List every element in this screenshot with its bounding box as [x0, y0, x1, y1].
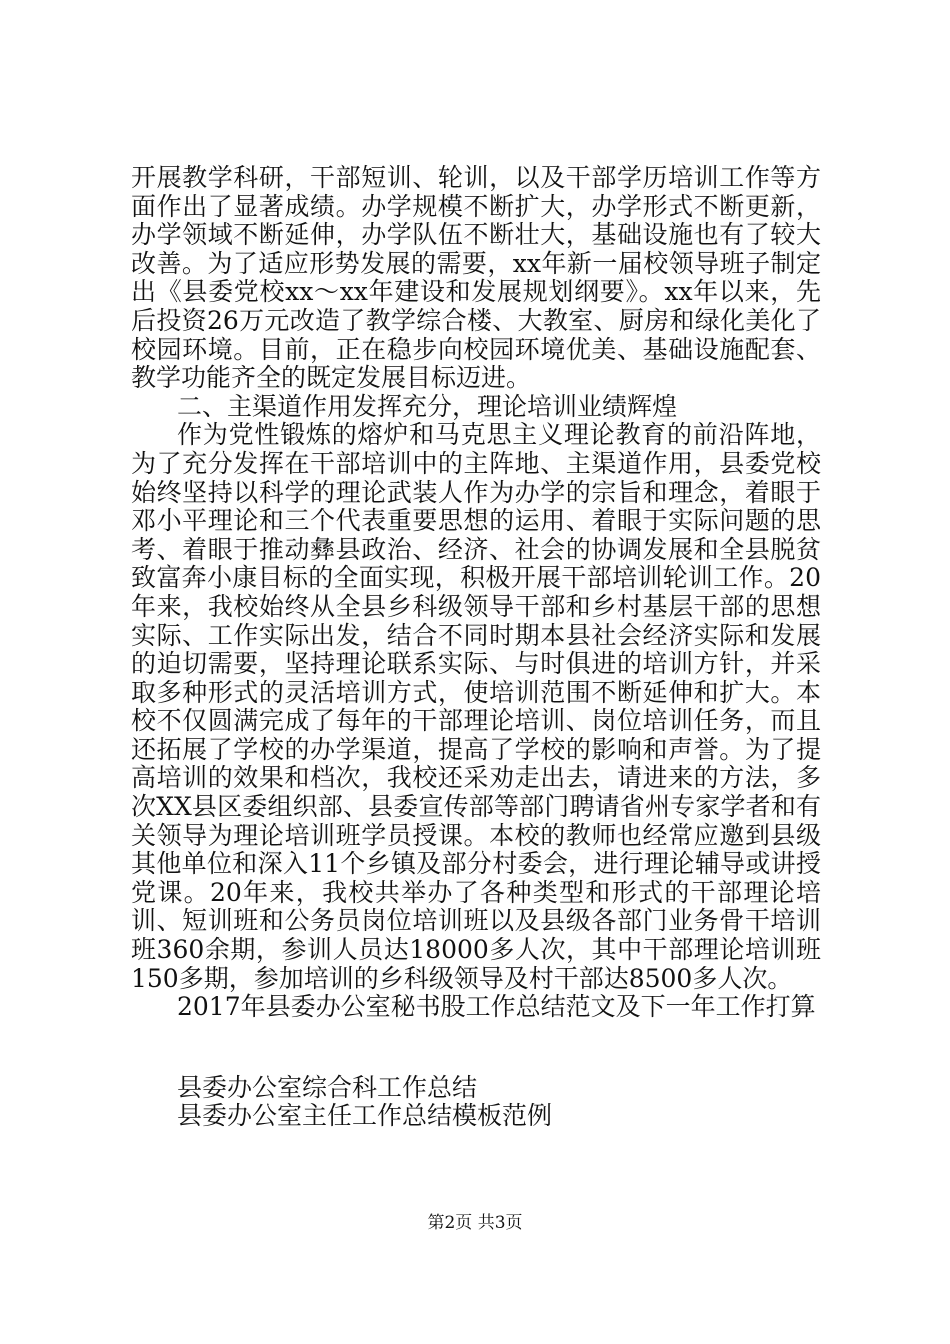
document-body	[131, 164, 821, 1131]
body-paragraph: 开展教学科研，干部短训、轮训，以及干部学历培训工作等方面作出了显著成绩。办学规模不断扩大，办学形式不断更新，办学领域不断延伸，办学队伍不断壮大，基础设施也有了较大改善。为了适应形势发展的需要，xx年新一届校领导班子制定出《县委党校xx～xx年建设和发展规划纲要》。xx年以来，先后投资26万元改造了教学综合楼、大教室、厨房和绿化美化了校园环境。目前，正在稳步向校园环境优美、基础设施配套、教学功能齐全的既定发展目标迈进。	[131, 163, 821, 393]
page-number-footer: 第2页 共3页	[427, 1213, 523, 1233]
related-article-link[interactable]: 县委办公室主任工作总结模板范例	[177, 1101, 553, 1131]
body-paragraph: 作为党性锻炼的熔炉和马克思主义理论教育的前沿阵地，为了充分发挥在干部培训中的主阵地、主渠道作用，县委党校始终坚持以科学的理论武装人作为办学的宗旨和理念，着眼于邓小平理论和三个代表重要思想的运用、着眼于实际问题的思考、着眼于推动彝县政治、经济、社会的协调发展和全县脱贫致富奔小康目标的全面实现，积极开展干部培训轮训工作。20年来，我校始终从全县乡科级领导干部和乡村基层干部的思想实际、工作实际出发，结合不同时期本县社会经济实际和发展的迫切需要，坚持理论联系实际、与时俱进的培训方针，并采取多种形式的灵活培训方式，使培训范围不断延伸和扩大。本校不仅圆满完成了每年的干部理论培训、岗位培训任务，而且还拓展了学校的办学渠道，提高了学校的影响和声誉。为了提高培训的效果和档次，我校还采劝走出去，请进来的方法，多次XX县区委组织部、县委宣传部等部门聘请省州专家学者和有关领导为理论培训班学员授课。本校的教师也经常应邀到县级其他单位和深入11个乡镇及部分村委会，进行理论辅导或讲授党课。20年来，我校共举办了各种类型和形式的干部理论培训、短训班和公务员岗位培训班以及县级各部门业务骨干培训班360余期，参训人员达18000多人次，其中干部理论培训班150多期，参加培训的乡科级领导及村干部达8500多人次。	[131, 420, 821, 993]
related-article-link[interactable]: 2017年县委办公室秘书股工作总结范文及下一年工作打算	[177, 992, 816, 1022]
spacer	[131, 1022, 821, 1074]
related-article-link[interactable]: 县委办公室综合科工作总结	[177, 1072, 478, 1102]
section-heading: 二、主渠道作用发挥充分，理论培训业绩辉煌	[177, 391, 678, 421]
